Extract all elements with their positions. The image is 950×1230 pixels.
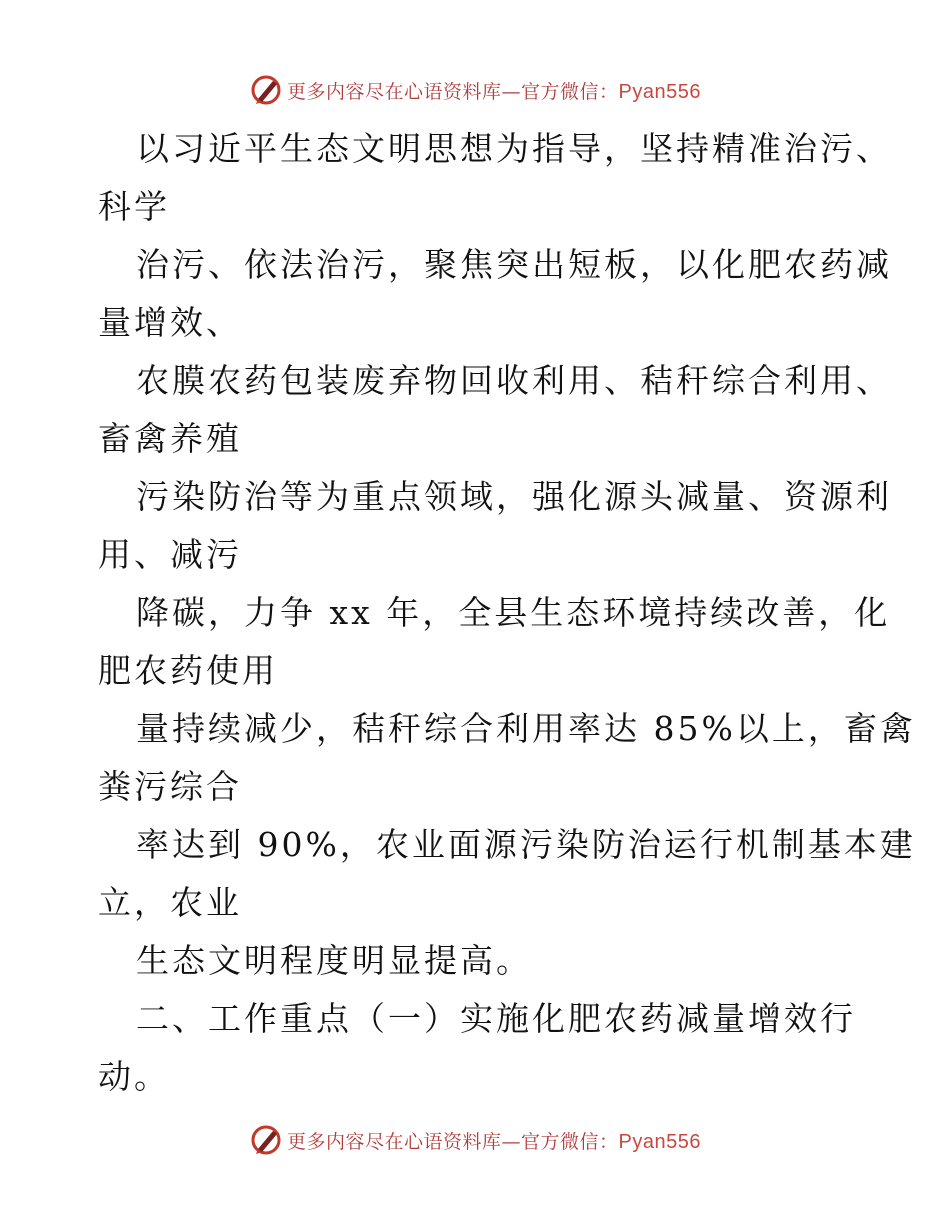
paragraph-line: 科学	[98, 187, 170, 226]
paragraph-line: 畜禽养殖	[98, 419, 242, 458]
footer-banner-label: 更多内容尽在心语资料库—官方微信：	[287, 1130, 619, 1153]
paragraph-line: 生态文明程度明显提高。	[136, 941, 532, 980]
header-banner	[0, 70, 950, 110]
paragraph-line: 率达到 90%，农业面源污染防治运行机制基本建	[136, 825, 916, 864]
paragraph-line: 动。	[98, 1057, 170, 1096]
section-heading-line: 二、工作重点（一）实施化肥农药减量增效行	[136, 999, 856, 1038]
paragraph-line: 降碳，力争 xx 年，全县生态环境持续改善，化	[136, 593, 891, 632]
paragraph-line: 量增效、	[98, 303, 242, 342]
paragraph-line: 用、减污	[98, 535, 242, 574]
paragraph-line: 农膜农药包装废弃物回收利用、秸秆综合利用、	[136, 361, 892, 400]
paragraph-line: 污染防治等为重点领域，强化源头减量、资源利	[136, 477, 892, 516]
footer-banner	[0, 1120, 950, 1160]
footer-banner-text	[287, 1127, 701, 1154]
header-banner-label: 更多内容尽在心语资料库—官方微信：	[287, 80, 619, 103]
paragraph-line: 治污、依法治污，聚焦突出短板，以化肥农药减	[136, 245, 892, 284]
paragraph-line: 以习近平生态文明思想为指导，坚持精准治污、	[136, 129, 892, 168]
paragraph-line: 肥农药使用	[98, 651, 278, 690]
paragraph-line: 量持续减少，秸秆综合利用率达 85%以上，畜禽	[136, 709, 916, 748]
pen-circle-logo-icon	[249, 73, 283, 107]
document-body	[98, 120, 916, 1106]
header-banner-wechat-id: Pyan556	[618, 80, 701, 103]
footer-banner-wechat-id: Pyan556	[618, 1130, 701, 1153]
pen-circle-logo-icon	[249, 1123, 283, 1157]
paragraph-line: 粪污综合	[98, 767, 242, 806]
paragraph-line: 立，农业	[98, 883, 242, 922]
header-banner-text	[287, 77, 701, 104]
